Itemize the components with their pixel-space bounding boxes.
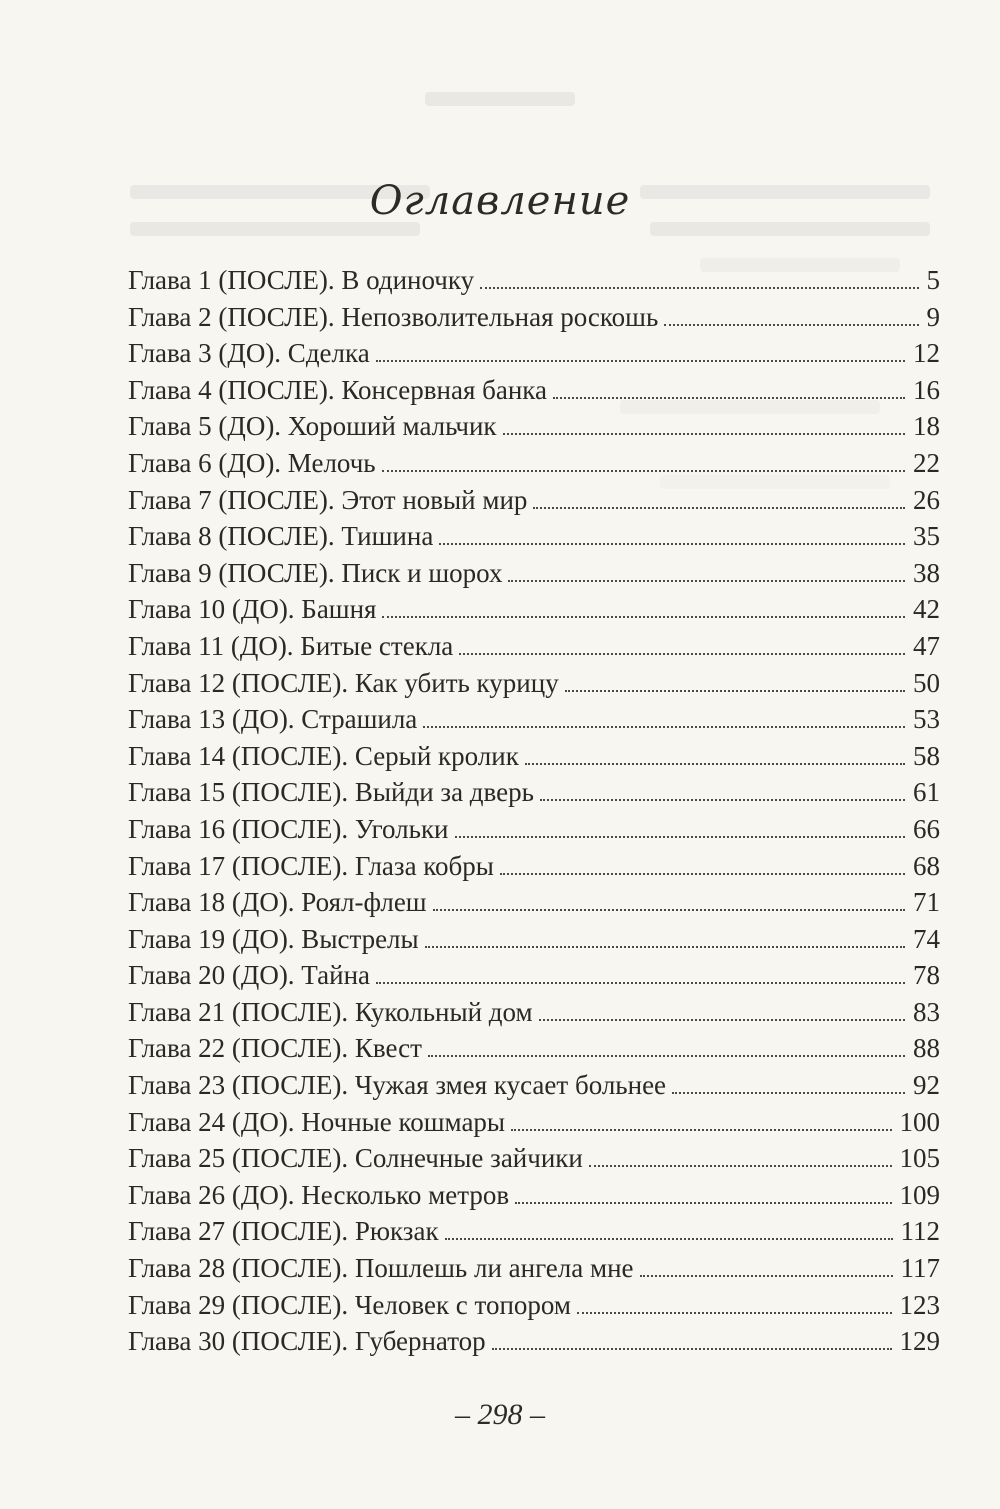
toc-entry [128, 591, 940, 628]
toc-entry-title: Глава 14 (ПОСЛЕ). Серый кролик [128, 740, 519, 771]
toc-entry-title: Глава 1 (ПОСЛЕ). В одиночку [128, 265, 475, 295]
toc-entry-title: Глава 29 (ПОСЛЕ). Человек с топором [128, 1289, 572, 1320]
dot-leader [433, 909, 905, 911]
toc-entry-title: Глава 4 (ПОСЛЕ). Консервная банка [128, 374, 547, 405]
toc-entry-page: 92 [913, 1070, 940, 1101]
page-title: Оглавление [369, 178, 631, 224]
toc-entry-page: 83 [913, 996, 940, 1027]
toc-entry-title: Глава 22 (ПОСЛЕ). Квест [128, 1033, 422, 1064]
toc-entry-title: Глава 25 (ПОСЛЕ). Солнечные зайчики [128, 1143, 583, 1174]
toc-entry-title: Глава 15 (ПОСЛЕ). Выйди за дверь [128, 777, 534, 808]
toc-entry-title: Глава 30 (ПОСЛЕ). Губернатор [128, 1326, 486, 1357]
dot-leader [376, 982, 905, 984]
toc-entry [128, 628, 940, 665]
toc-entry-title: Глава 26 (ДО). Несколько метров [128, 1179, 510, 1210]
dot-leader [515, 1202, 891, 1204]
toc-entry [128, 482, 940, 519]
dot-leader [525, 763, 905, 765]
toc-entry-title: Глава 5 (ДО). Хороший мальчик [128, 411, 497, 442]
toc-entry-title: Глава 13 (ДО). Страшила [128, 704, 418, 735]
toc-entry-page: 9 [926, 301, 940, 332]
toc-entry [128, 811, 940, 848]
toc-entry-page: 22 [913, 447, 940, 478]
toc-entry-title: Глава 11 (ДО). Битые стекла [128, 630, 454, 661]
table-of-contents [128, 262, 940, 1360]
toc-entry-page: 100 [899, 1106, 940, 1137]
toc-entry-page: 71 [913, 887, 940, 918]
toc-entry-title: Глава 8 (ПОСЛЕ). Тишина [128, 521, 434, 552]
toc-entry-page: 78 [913, 960, 940, 991]
toc-entry [128, 1140, 940, 1177]
toc-entry-page: 5 [926, 265, 940, 295]
toc-entry-title: Глава 18 (ДО). Роял-флеш [128, 887, 427, 918]
toc-entry [128, 957, 940, 994]
toc-entry [128, 555, 940, 592]
toc-entry [128, 262, 940, 299]
toc-entry-page: 109 [899, 1179, 940, 1210]
dot-leader [480, 287, 918, 289]
toc-entry-title: Глава 9 (ПОСЛЕ). Писк и шорох [128, 557, 503, 588]
toc-entry-page: 74 [913, 923, 940, 954]
dot-leader [439, 543, 905, 545]
toc-entry [128, 884, 940, 921]
toc-entry-page: 112 [900, 1216, 940, 1247]
dot-leader [503, 433, 905, 435]
dot-leader [382, 616, 905, 618]
toc-entry-title: Глава 20 (ДО). Тайна [128, 960, 370, 991]
toc-entry-page: 50 [913, 667, 940, 698]
toc-entry-title: Глава 16 (ПОСЛЕ). Угольки [128, 813, 449, 844]
dot-leader [553, 397, 905, 399]
dot-leader [539, 1019, 905, 1021]
toc-entry [128, 1030, 940, 1067]
toc-entry-title: Глава 10 (ДО). Башня [128, 594, 377, 625]
dot-leader [577, 1312, 891, 1314]
toc-entry [128, 1177, 940, 1214]
dot-leader [589, 1165, 892, 1167]
toc-entry-page: 47 [913, 630, 940, 661]
toc-entry-page: 88 [913, 1033, 940, 1064]
toc-entry-title: Глава 7 (ПОСЛЕ). Этот новый мир [128, 484, 528, 515]
dot-leader [533, 507, 905, 509]
toc-entry [128, 701, 940, 738]
dot-leader [640, 1275, 893, 1277]
toc-entry-page: 35 [913, 521, 940, 552]
toc-entry-page: 12 [913, 338, 940, 369]
toc-entry [128, 994, 940, 1031]
dot-leader [428, 1055, 905, 1057]
toc-entry [128, 408, 940, 445]
dot-leader [425, 946, 905, 948]
toc-entry-title: Глава 27 (ПОСЛЕ). Рюкзак [128, 1216, 439, 1247]
toc-entry-page: 42 [913, 594, 940, 625]
toc-entry-page: 61 [913, 777, 940, 808]
toc-entry-title: Глава 3 (ДО). Сделка [128, 338, 370, 369]
toc-entry-title: Глава 6 (ДО). Мелочь [128, 447, 376, 478]
toc-entry-title: Глава 28 (ПОСЛЕ). Пошлешь ли ангела мне [128, 1253, 634, 1284]
toc-entry-page: 105 [899, 1143, 940, 1174]
toc-entry [128, 665, 940, 702]
toc-entry [128, 518, 940, 555]
toc-entry [128, 372, 940, 409]
toc-entry-page: 129 [899, 1326, 940, 1357]
toc-entry-page: 66 [913, 813, 940, 844]
toc-entry-page: 38 [913, 557, 940, 588]
dot-leader [508, 580, 905, 582]
toc-entry-page: 58 [913, 740, 940, 771]
toc-entry-title: Глава 21 (ПОСЛЕ). Кукольный дом [128, 996, 533, 1027]
dot-leader [376, 360, 905, 362]
toc-entry-title: Глава 17 (ПОСЛЕ). Глаза кобры [128, 850, 494, 881]
toc-entry-page: 123 [899, 1289, 940, 1320]
toc-entry [128, 774, 940, 811]
toc-entry [128, 1287, 940, 1324]
toc-entry-title: Глава 19 (ДО). Выстрелы [128, 923, 419, 954]
toc-entry-page: 117 [900, 1253, 940, 1284]
dot-leader [459, 653, 905, 655]
toc-entry-page: 18 [913, 411, 940, 442]
dot-leader [423, 726, 905, 728]
toc-entry [128, 848, 940, 885]
dot-leader [382, 470, 905, 472]
toc-entry-page: 53 [913, 704, 940, 735]
toc-entry-title: Глава 2 (ПОСЛЕ). Непозволительная роскошь [128, 301, 659, 332]
toc-entry [128, 445, 940, 482]
dot-leader [500, 873, 905, 875]
toc-entry [128, 1250, 940, 1287]
dot-leader [540, 799, 905, 801]
dot-leader [492, 1348, 892, 1350]
page-number: – 298 – [455, 1398, 545, 1431]
toc-entry [128, 738, 940, 775]
toc-entry [128, 335, 940, 372]
toc-entry [128, 1067, 940, 1104]
toc-entry-title: Глава 12 (ПОСЛЕ). Как убить курицу [128, 667, 559, 698]
toc-entry-page: 26 [913, 484, 940, 515]
dot-leader [445, 1238, 893, 1240]
dot-leader [455, 836, 905, 838]
dot-leader [565, 690, 905, 692]
toc-entry-page: 68 [913, 850, 940, 881]
toc-entry [128, 921, 940, 958]
dot-leader [511, 1129, 891, 1131]
toc-entry-page: 16 [913, 374, 940, 405]
toc-entry [128, 1104, 940, 1141]
toc-entry [128, 1213, 940, 1250]
toc-entry-title: Глава 23 (ПОСЛЕ). Чужая змея кусает больнее [128, 1070, 667, 1101]
dot-leader [664, 324, 918, 326]
toc-entry [128, 1323, 940, 1360]
toc-entry [128, 299, 940, 336]
toc-entry-title: Глава 24 (ДО). Ночные кошмары [128, 1106, 506, 1137]
dot-leader [672, 1092, 905, 1094]
